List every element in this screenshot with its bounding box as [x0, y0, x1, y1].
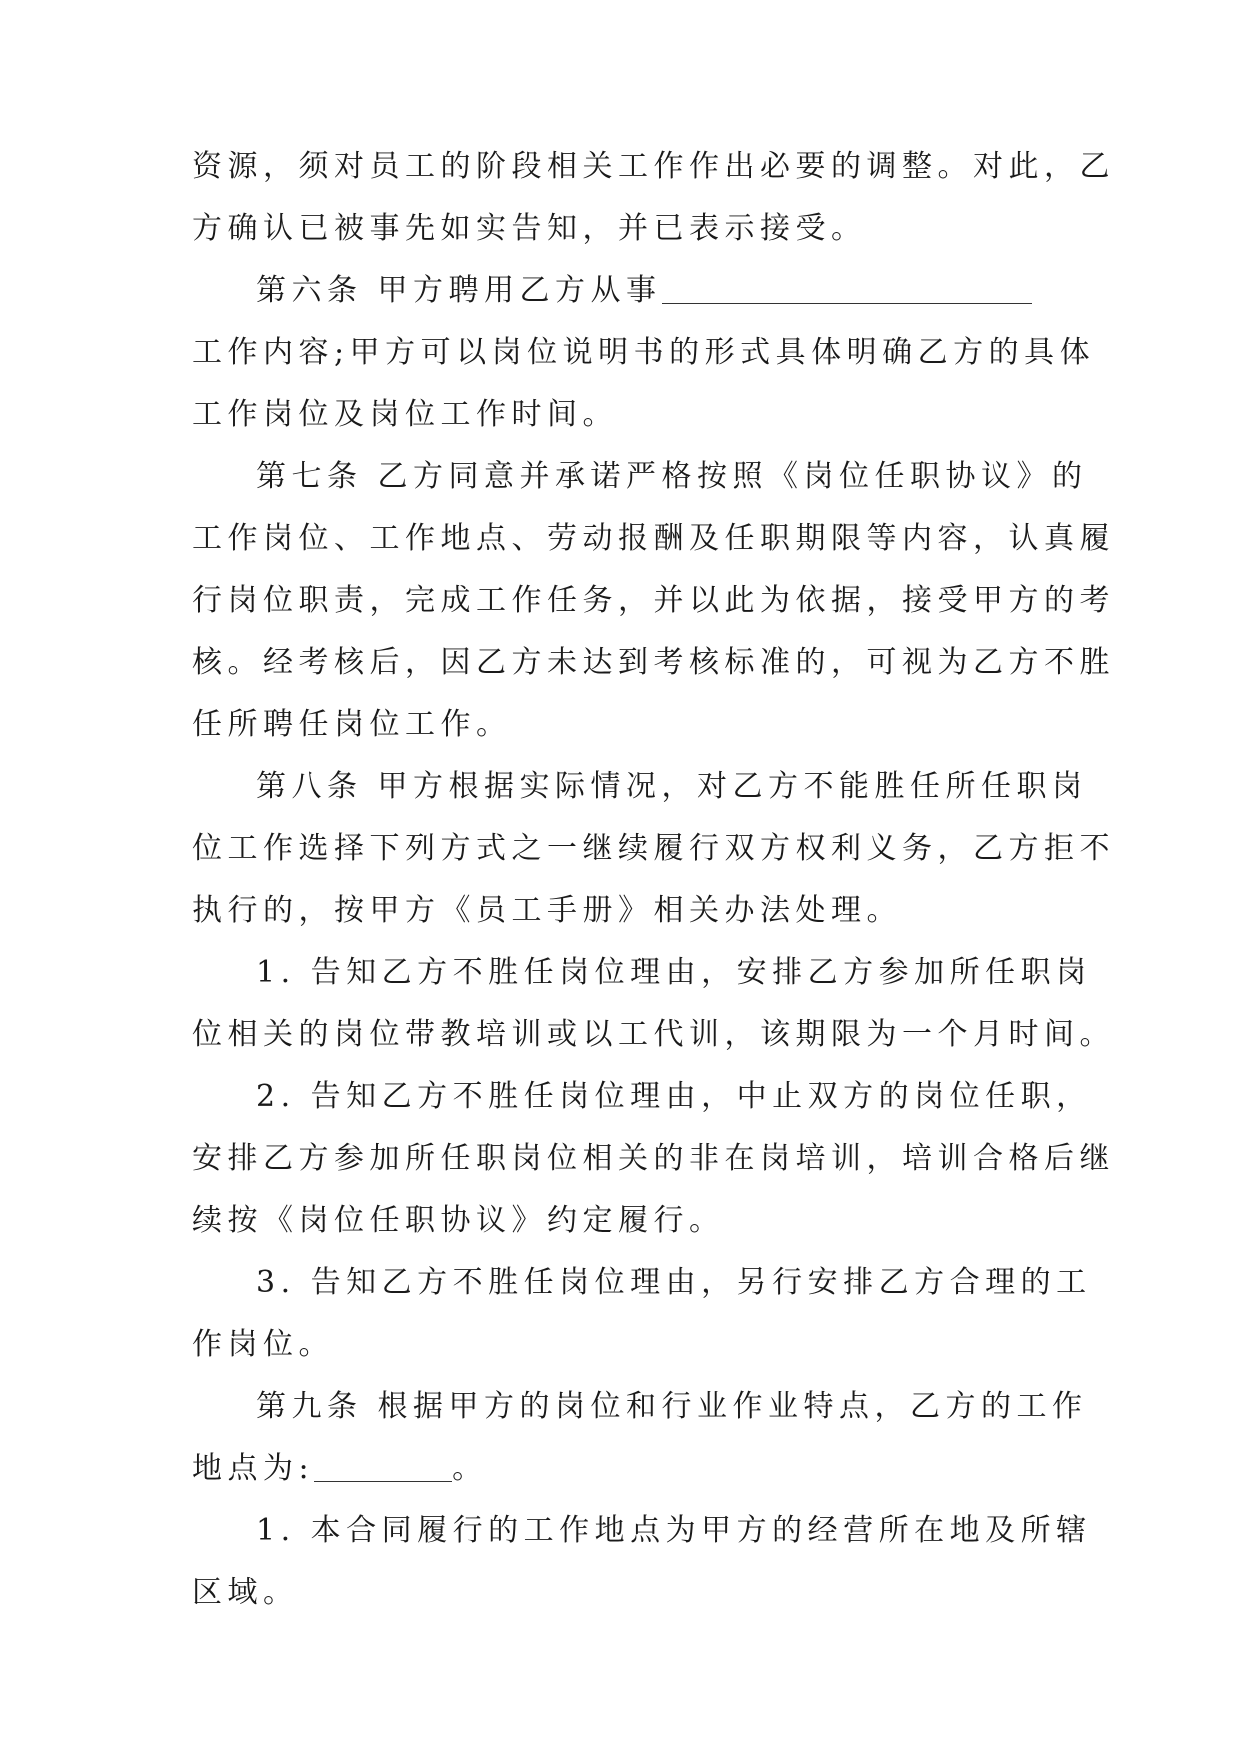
- article-9-line: 第九条 根据甲方的岗位和行业作业特点，乙方的工作: [256, 1389, 1088, 1424]
- article-7-line: 第七条 乙方同意并承诺严格按照《岗位任职协议》的: [256, 459, 1088, 494]
- paragraph-line: 核。经考核后，因乙方未达到考核标准的，可视为乙方不胜: [192, 645, 1115, 680]
- paragraph-line: 位工作选择下列方式之一继续履行双方权利义务，乙方拒不: [192, 831, 1115, 866]
- paragraph-line: 任所聘任岗位工作。: [192, 707, 512, 742]
- work-location-period: 。: [452, 1451, 488, 1486]
- list-item-2-line: 2. 告知乙方不胜任岗位理由，中止双方的岗位任职，: [256, 1079, 1092, 1114]
- article-6-text: 第六条 甲方聘用乙方从事: [256, 273, 662, 308]
- article-8-line: 第八条 甲方根据实际情况，对乙方不能胜任所任职岗: [256, 769, 1088, 804]
- list-item-1-line: 1. 告知乙方不胜任岗位理由，安排乙方参加所任职岗: [256, 955, 1092, 990]
- list-item-3-line: 3. 告知乙方不胜任岗位理由，另行安排乙方合理的工: [256, 1265, 1092, 1300]
- list-item-1-line: 1. 本合同履行的工作地点为甲方的经营所在地及所辖: [256, 1513, 1092, 1548]
- document-body: [192, 136, 1115, 1624]
- paragraph-line: 工作岗位、工作地点、劳动报酬及任职期限等内容，认真履: [192, 521, 1115, 556]
- paragraph-line: 工作内容;甲方可以岗位说明书的形式具体明确乙方的具体: [192, 335, 1096, 370]
- paragraph-line: 资源，须对员工的阶段相关工作作出必要的调整。对此，乙: [192, 149, 1115, 184]
- fill-in-blank-location: [314, 1453, 452, 1482]
- paragraph-line: 位相关的岗位带教培训或以工代训，该期限为一个月时间。: [192, 1017, 1115, 1052]
- paragraph-line: 安排乙方参加所任职岗位相关的非在岗培训，培训合格后继: [192, 1141, 1115, 1176]
- paragraph-line: 续按《岗位任职协议》约定履行。: [192, 1203, 725, 1238]
- work-location-label: 地点为:: [192, 1451, 315, 1486]
- paragraph-line: 执行的，按甲方《员工手册》相关办法处理。: [192, 893, 902, 928]
- paragraph-line: 方确认已被事先如实告知，并已表示接受。: [192, 211, 867, 246]
- article-6-line: [192, 260, 1054, 322]
- paragraph-line: 作岗位。: [192, 1327, 334, 1362]
- paragraph-line: 区域。: [192, 1575, 299, 1610]
- work-location-line: [192, 1438, 1054, 1500]
- paragraph-line: 行岗位职责，完成工作任务，并以此为依据，接受甲方的考: [192, 583, 1115, 618]
- paragraph-line: 工作岗位及岗位工作时间。: [192, 397, 618, 432]
- fill-in-blank-job: [662, 275, 1032, 304]
